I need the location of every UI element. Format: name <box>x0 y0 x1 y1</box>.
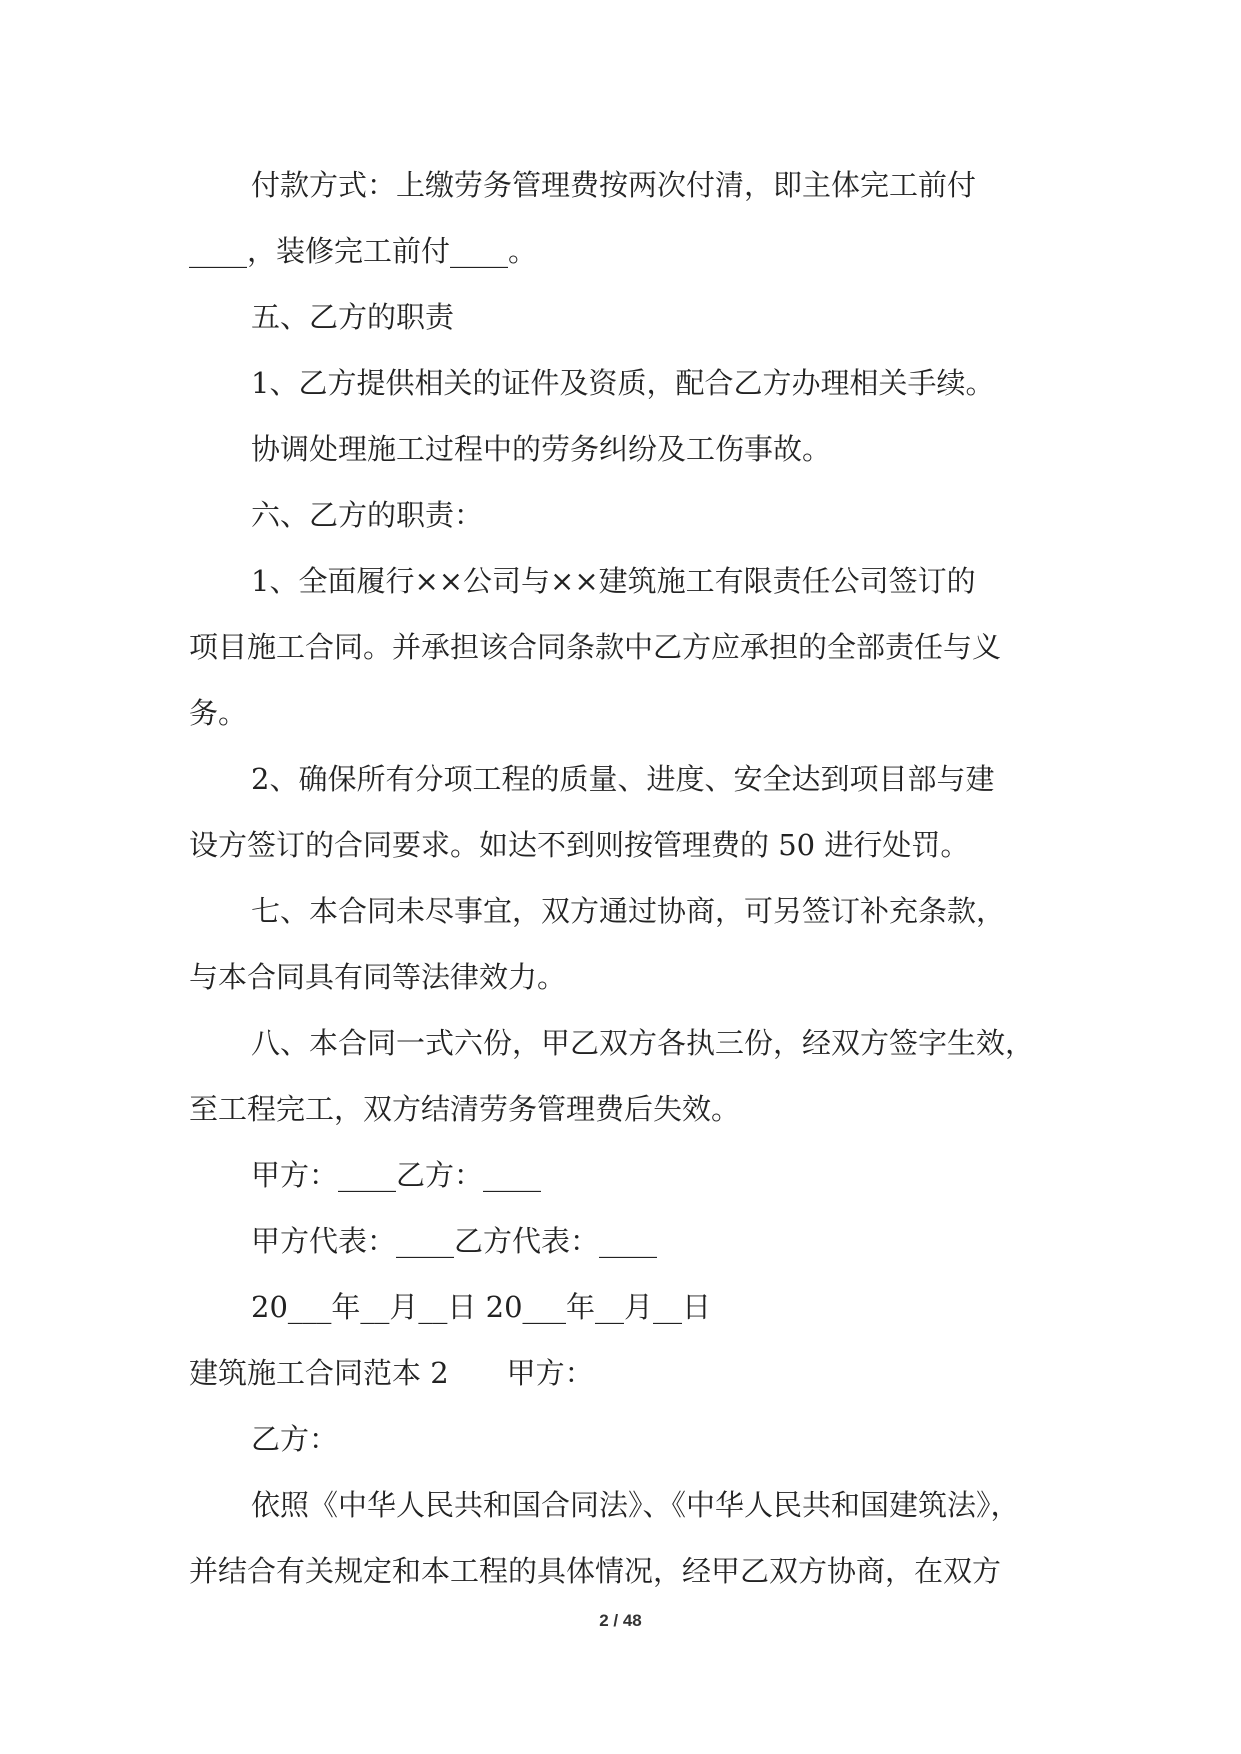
text-line: 至工程完工，双方结清劳务管理费后失效。 <box>189 1092 741 1126</box>
text-line: 设方签订的合同要求。如达不到则按管理费的 50 进行处罚。 <box>189 828 970 862</box>
text-line: 2、确保所有分项工程的质量、进度、安全达到项目部与建 <box>251 762 995 796</box>
date-line: 20___年__月__日 20___年__月__日 <box>251 1290 712 1324</box>
text-line: 1、全面履行××公司与××建筑施工有限责任公司签订的 <box>251 564 976 598</box>
text-line: 与本合同具有同等法律效力。 <box>189 960 567 994</box>
contract-title-line: 建筑施工合同范本 2 甲方： <box>189 1356 594 1390</box>
text-line: 务。 <box>189 696 248 730</box>
text-line: 付款方式：上缴劳务管理费按两次付清，即主体完工前付 <box>251 168 977 202</box>
page-number: 2 / 48 <box>599 1611 642 1630</box>
signature-line: 甲方：____乙方：____ <box>251 1158 542 1192</box>
text-line: 项目施工合同。并承担该合同条款中乙方应承担的全部责任与义 <box>189 630 1002 664</box>
section-heading: 五、乙方的职责 <box>251 300 455 334</box>
section-heading: 六、乙方的职责： <box>251 498 484 532</box>
text-line: 并结合有关规定和本工程的具体情况，经甲乙双方协商，在双方 <box>189 1554 1002 1588</box>
text-line: 依照《中华人民共和国合同法》、《中华人民共和国建筑法》， <box>251 1488 1020 1522</box>
signature-line: 甲方代表：____乙方代表：____ <box>251 1224 658 1258</box>
text-line: 八、本合同一式六份，甲乙双方各执三份，经双方签字生效， <box>251 1026 1035 1060</box>
text-line: 七、本合同未尽事宜，双方通过协商，可另签订补充条款， <box>251 894 1006 928</box>
text-line: 1、乙方提供相关的证件及资质，配合乙方办理相关手续。 <box>251 366 995 400</box>
text-line: ____，装修完工前付____。 <box>189 234 538 268</box>
text-line: 乙方： <box>251 1422 339 1456</box>
text-line: 协调处理施工过程中的劳务纠纷及工伤事故。 <box>251 432 832 466</box>
